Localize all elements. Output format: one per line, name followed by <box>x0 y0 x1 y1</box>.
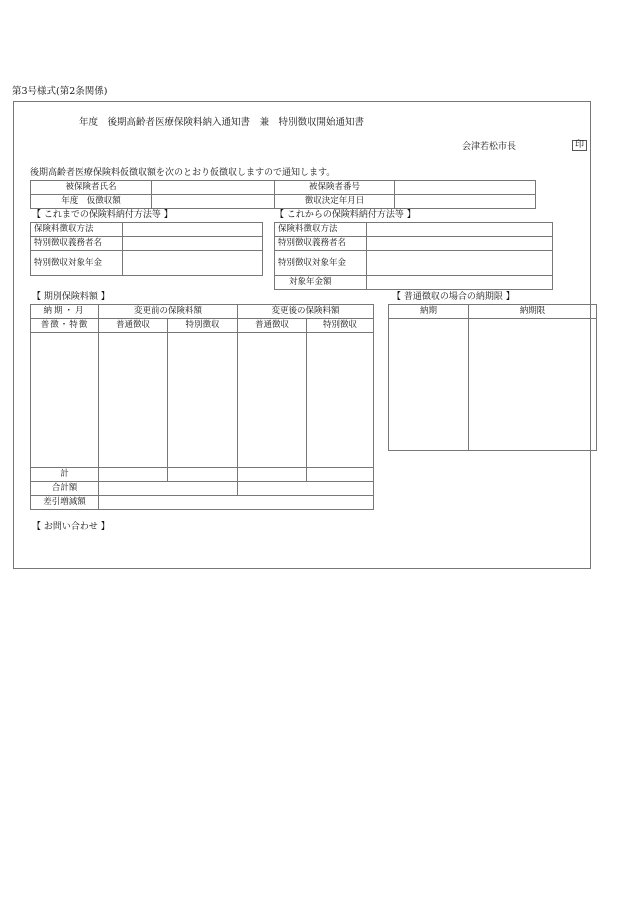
period-col-header: 納期・月 <box>31 305 99 319</box>
before-normal-header: 普通徴収 <box>99 319 168 333</box>
before-special-header: 特別徴収 <box>168 319 238 333</box>
provisional-amount-label: 年度 仮徴収額 <box>31 195 152 209</box>
future-pension-amount-label: 対象年金額 <box>275 276 367 290</box>
future-pension-label: 特別徴収対象年金 <box>275 251 367 276</box>
future-method-table <box>274 222 553 290</box>
period-table-heading: 【 期別保険料額 】 <box>32 292 110 302</box>
insured-number-label: 被保険者番号 <box>275 181 395 195</box>
future-collection-method-label: 保険料徴収方法 <box>275 223 367 237</box>
insured-name-label: 被保険者氏名 <box>31 181 152 195</box>
future-method-heading: 【 これからの保険料納付方法等 】 <box>275 210 416 220</box>
after-premium-header: 変更後の保険料額 <box>238 305 374 319</box>
insured-name-value <box>152 181 275 195</box>
future-obligor-label: 特別徴収義務者名 <box>275 237 367 251</box>
previous-method-table <box>30 222 263 276</box>
term-col-header: 納期 <box>389 305 469 319</box>
prev-obligor-label: 特別徴収義務者名 <box>31 237 123 251</box>
before-premium-header: 変更前の保険料額 <box>99 305 238 319</box>
deadline-table-heading: 【 普通徴収の場合の納期限 】 <box>392 292 515 302</box>
insured-info-table <box>30 180 536 209</box>
issuer: 会津若松市長 <box>462 142 517 152</box>
after-normal-header: 普通徴収 <box>238 319 307 333</box>
period-premium-table <box>30 304 374 510</box>
deadline-col-header: 納期限 <box>469 305 597 319</box>
decision-date-label: 徴収決定年月日 <box>275 195 395 209</box>
insured-number-value <box>395 181 536 195</box>
notice-title: 年度 後期高齢者医療保険料納入通知書 兼 特別徴収開始通知書 <box>79 117 365 128</box>
difference-label: 差引増減額 <box>31 496 99 510</box>
previous-method-heading: 【 これまでの保険料納付方法等 】 <box>32 210 173 220</box>
type-col-header: 普徴・特徴 <box>31 319 99 333</box>
prev-pension-label: 特別徴収対象年金 <box>31 251 123 276</box>
contact-heading: 【 お問い合わせ 】 <box>32 522 110 532</box>
intro-text: 後期高齢者医療保険料仮徴収額を次のとおり仮徴収しますので通知します。 <box>30 168 336 178</box>
form-number: 第3号様式(第2条関係) <box>12 86 108 97</box>
after-special-header: 特別徴収 <box>307 319 374 333</box>
deadline-table <box>388 304 597 451</box>
seal-mark: 印 <box>572 140 587 151</box>
total-row-label: 計 <box>31 468 99 482</box>
provisional-amount-value <box>152 195 275 209</box>
prev-collection-method-label: 保険料徴収方法 <box>31 223 123 237</box>
decision-date-value <box>395 195 536 209</box>
grand-total-label: 合計額 <box>31 482 99 496</box>
